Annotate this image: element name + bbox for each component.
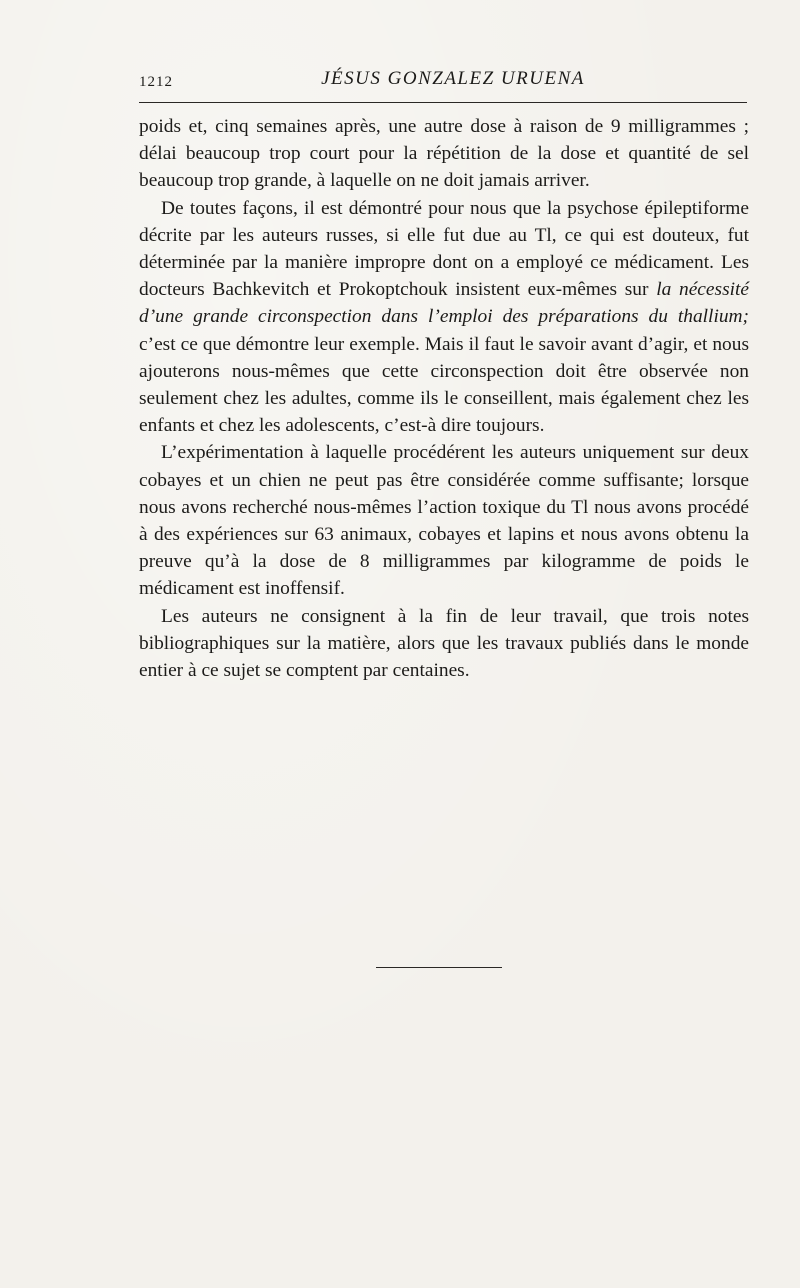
body-text [139, 113, 749, 684]
page-number: 1212 [139, 74, 173, 90]
paragraph-1: poids et, cinq semaines après, une autre dose à raison de 9 milligrammes ; délai beaucoup trop court pour la répétition de la dose et quantité de sel beaucoup trop grande, à laquelle on ne doit jamais arriver. [139, 116, 749, 192]
paragraph-2-italic: la nécessité d’une grande circonspection dans l’emploi des préparations du thallium; [139, 279, 749, 328]
paragraph-3: L’expérimentation à laquelle procédérent les auteurs uniquement sur deux cobayes et un chien ne peut pas être considérée comme suffisante; lorsque nous avons recherché nous-mêmes l’action toxique du Tl nous avons procédé à des expériences sur 63 animaux, cobayes et lapins et nous avons obtenu la preuve qu’à la dose de 8 milligrammes par kilogramme de poids le médicament est inoffensif. [139, 442, 749, 600]
header-rule [139, 102, 747, 103]
paragraph-4: Les auteurs ne consignent à la fin de leur travail, que trois notes bibliographiques sur la matière, alors que les travaux publiés dans le monde entier à ce sujet se comptent par centaines. [139, 605, 749, 682]
end-rule [376, 967, 502, 968]
running-title: JÉSUS GONZALEZ URUENA [321, 68, 585, 89]
paragraph-2-text-a: De toutes façons, il est démontré pour nous que la psychose épileptiforme décrite par les auteurs russes, si elle fut due au Tl, ce qui est douteux, fut déterminée par la manière impropre dont on a employé ce médicament. Les docteurs Bachkevitch et Prokoptchouk insistent eux-mêmes sur [139, 197, 749, 301]
paragraph-2-text-b: c’est ce que démontre leur exemple. Mais il faut le savoir avant d’agir, et nous ajouterons nous-mêmes que cette circonspection doit être observée non seulement chez les adultes, comme ils le conseillent, mais également chez les enfants et chez les adolescents, c’est-à dire toujours. [139, 333, 749, 437]
paragraph-2 [139, 195, 749, 440]
running-head [139, 66, 747, 96]
